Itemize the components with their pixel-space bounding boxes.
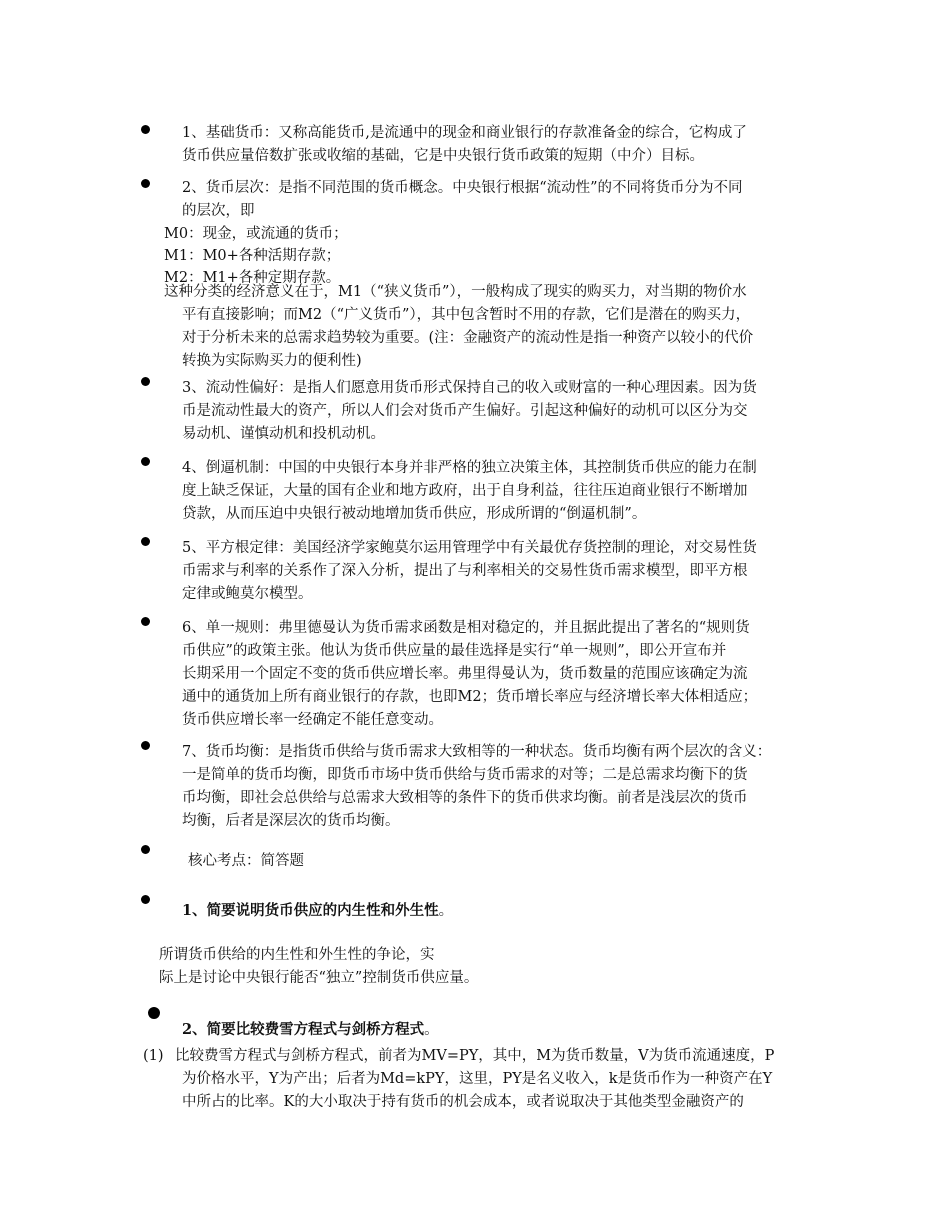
text-line: 均衡，后者是深层次的货币均衡。 bbox=[182, 813, 400, 829]
definition-item bbox=[182, 122, 822, 168]
text-line: 2、货币层次：是指不同范围的货币概念。中央银行根据“流动性”的不同将货币分为不同 bbox=[182, 180, 743, 196]
definition-item bbox=[182, 377, 822, 446]
text-line: 定律或鲍莫尔模型。 bbox=[182, 586, 313, 602]
text-line: 转换为实际购买力的便利性) bbox=[182, 353, 362, 369]
money-level-m0: M0：现金，或流通的货币； bbox=[164, 226, 348, 242]
text-line: 货币供应增长率一经确定不能任意变动。 bbox=[182, 712, 443, 728]
text-line: 所谓货币供给的内生性和外生性的争论，实 bbox=[159, 947, 435, 963]
bullet-icon bbox=[141, 845, 150, 854]
core-point-heading: 核心考点：简答题 bbox=[188, 853, 304, 869]
bullet-icon bbox=[141, 895, 150, 904]
text-line: 币供应”的政策主张。他认为货币供应量的最佳选择是实行“单一规则”，即公开宣布并 bbox=[182, 643, 727, 659]
text-line: 平有直接影响；而M2（“广义货币”），其中包含暂时不用的存款，它们是潜在的购买力， bbox=[182, 307, 751, 323]
money-level-m2: M2：M1+各种定期存款。 bbox=[164, 270, 341, 286]
definition-item bbox=[182, 177, 822, 223]
text-line: 币是流动性最大的资产，所以人们会对货币产生偏好。引起这种偏好的动机可以区分为交 bbox=[182, 403, 748, 419]
definition-item bbox=[182, 617, 822, 732]
question-title-text: 2、简要比较费雪方程式与剑桥方程式 bbox=[182, 1021, 425, 1038]
text-line: 比较费雪方程式与剑桥方程式，前者为MV=PY，其中，M为货币数量，V为货币流通速度，P bbox=[175, 1048, 775, 1064]
question-1-answer bbox=[159, 944, 478, 990]
text-line: 中所占的比率。K的大小取决于持有货币的机会成本，或者说取决于其他类型金融资产的 bbox=[182, 1094, 744, 1110]
question-title-end: 。 bbox=[438, 903, 454, 919]
question-title-text: 1、简要说明货币供应的内生性和外生性 bbox=[182, 902, 439, 919]
bullet-icon bbox=[141, 457, 150, 466]
text-line: 通中的通货加上所有商业银行的存款，也即M2；货币增长率应与经济增长率大体相适应； bbox=[182, 689, 758, 705]
text-line: 长期采用一个固定不变的货币供应增长率。弗里得曼认为，货币数量的范围应该确定为流 bbox=[182, 666, 748, 682]
text-line: 这种分类的经济意义在于，M1（“狭义货币”），一般构成了现实的购买力，对当期的物价水 bbox=[164, 284, 747, 300]
definition-item bbox=[182, 457, 822, 526]
bullet-icon bbox=[141, 179, 150, 188]
question-title-end: 。 bbox=[424, 1022, 439, 1038]
text-line: 5、平方根定律：美国经济学家鲍莫尔运用管理学中有关最优存货控制的理论，对交易性货 bbox=[182, 540, 757, 556]
text-line: 为价格水平，Y为产出；后者为Md=kPY，这里，PY是名义收入，k是货币作为一种资产在Y bbox=[182, 1071, 773, 1087]
question-1-title bbox=[182, 899, 453, 923]
bullet-icon bbox=[141, 125, 150, 134]
text-line: 货币供应量倍数扩张或收缩的基础，它是中央银行货币政策的短期（中介）目标。 bbox=[182, 148, 704, 164]
text-line: 3、流动性偏好：是指人们愿意用货币形式保持自己的收入或财富的一种心理因素。因为货 bbox=[182, 380, 757, 396]
text-line: 一是简单的货币均衡，即货币市场中货币供给与货币需求的对等；二是总需求均衡下的货 bbox=[182, 767, 748, 783]
bullet-icon bbox=[141, 377, 150, 386]
question-2-answer bbox=[175, 1045, 825, 1114]
question-2-title bbox=[182, 1018, 439, 1042]
text-line: 贷款，从而压迫中央银行被动地增加货币供应，形成所谓的“倒逼机制”。 bbox=[182, 506, 647, 522]
definition-item bbox=[182, 741, 822, 833]
question-2-answer-prefix: (1) bbox=[143, 1048, 164, 1064]
text-line: 1、基础货币：又称高能货币,是流通中的现金和商业银行的存款准备金的综合，它构成了 bbox=[182, 125, 747, 141]
text-line: 币均衡，即社会总供给与总需求大致相等的条件下的货币供求均衡。前者是浅层次的货币 bbox=[182, 790, 748, 806]
text-line: 易动机、谨慎动机和投机动机。 bbox=[182, 426, 385, 442]
text-line: 6、单一规则：弗里德曼认为货币需求函数是相对稳定的，并且据此提出了著名的“规则货 bbox=[182, 620, 750, 636]
definition-item bbox=[182, 537, 822, 606]
text-line: 际上是讨论中央银行能否“独立”控制货币供应量。 bbox=[159, 970, 479, 986]
bullet-icon bbox=[141, 537, 150, 546]
money-level-m1: M1：M0+各种活期存款； bbox=[164, 248, 341, 264]
text-line: 4、倒逼机制：中国的中央银行本身并非严格的独立决策主体，其控制货币供应的能力在制 bbox=[182, 460, 757, 476]
bullet-icon bbox=[141, 617, 150, 626]
bullet-icon bbox=[141, 741, 150, 750]
bullet-icon bbox=[148, 1007, 160, 1019]
text-line: 7、货币均衡：是指货币供给与货币需求大致相等的一种状态。货币均衡有两个层次的含义： bbox=[182, 744, 772, 760]
text-line: 度上缺乏保证，大量的国有企业和地方政府，出于自身利益，往往压迫商业银行不断增加 bbox=[182, 483, 748, 499]
text-line: 币需求与利率的关系作了深入分析，提出了与利率相关的交易性货币需求模型，即平方根 bbox=[182, 563, 748, 579]
text-line: 对于分析未来的总需求趋势较为重要。(注：金融资产的流动性是指一种资产以较小的代价 bbox=[182, 330, 754, 346]
economic-meaning-paragraph bbox=[164, 281, 824, 373]
text-line: 的层次，即 bbox=[182, 203, 255, 219]
